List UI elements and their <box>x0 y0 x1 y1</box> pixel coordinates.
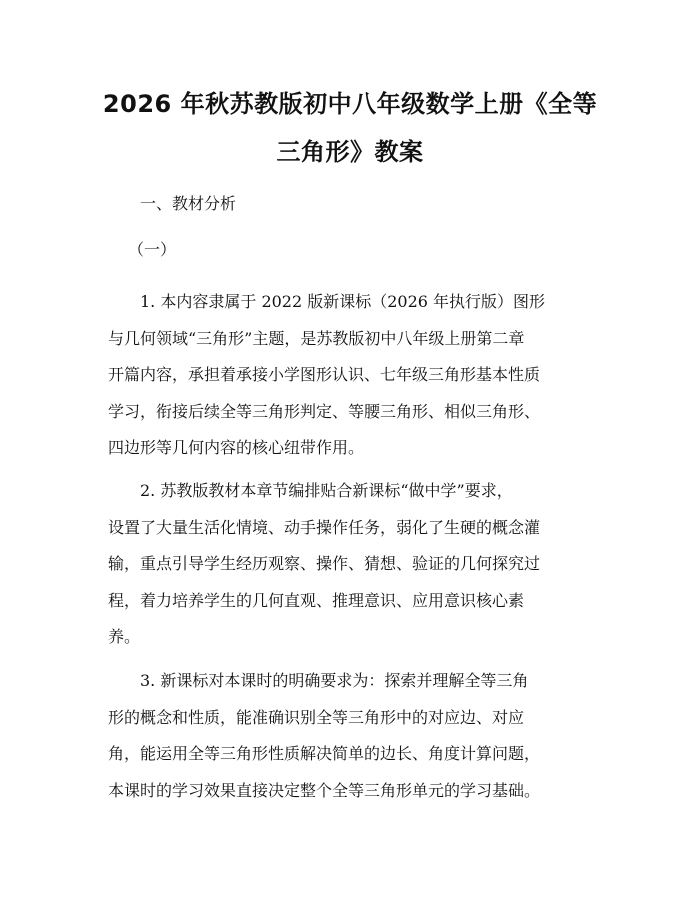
document-title-line-2: 三角形》教案 <box>276 138 424 166</box>
paragraph-3 <box>108 663 608 809</box>
document-title-line-1: 2026 年秋苏教版初中八年级数学上册《全等 <box>102 90 598 118</box>
paragraph-line: 3. 新课标对本课时的明确要求为：探索并理解全等三角 <box>140 671 529 690</box>
paragraph-2 <box>108 473 608 656</box>
paragraph-line: 开篇内容，承担着承接小学图形认识、七年级三角形基本性质 <box>108 365 541 384</box>
paragraph-line: 四边形等几何内容的核心纽带作用。 <box>108 438 365 457</box>
paragraph-line: 学习，衔接后续全等三角形判定、等腰三角形、相似三角形、 <box>108 401 541 421</box>
document-title <box>80 80 620 176</box>
paragraph-line: 设置了大量生活化情境、动手操作任务，弱化了生硬的概念灌 <box>108 517 541 537</box>
paragraph-line: 角，能运用全等三角形性质解决简单的边长、角度计算问题， <box>108 744 541 763</box>
sub-heading: （一） <box>128 240 177 259</box>
paragraph-line: 1. 本内容隶属于 2022 版新课标（2026 年执行版）图形 <box>140 292 546 311</box>
paragraph-line: 本课时的学习效果直接决定整个全等三角形单元的学习基础。 <box>108 780 541 800</box>
paragraph-line: 程，着力培养学生的几何直观、推理意识、应用意识核心素 <box>108 590 525 610</box>
paragraph-line: 养。 <box>108 627 141 646</box>
paragraph-line: 形的概念和性质，能准确识别全等三角形中的对应边、对应 <box>108 707 525 727</box>
section-heading: 一、教材分析 <box>140 194 237 213</box>
paragraph-1 <box>108 284 608 467</box>
paragraph-line: 输，重点引导学生经历观察、操作、猜想、验证的几何探究过 <box>108 554 541 573</box>
paragraph-line: 2. 苏教版教材本章节编排贴合新课标“做中学”要求， <box>140 481 513 500</box>
paragraph-line: 与几何领域“三角形”主题，是苏教版初中八年级上册第二章 <box>108 328 525 348</box>
